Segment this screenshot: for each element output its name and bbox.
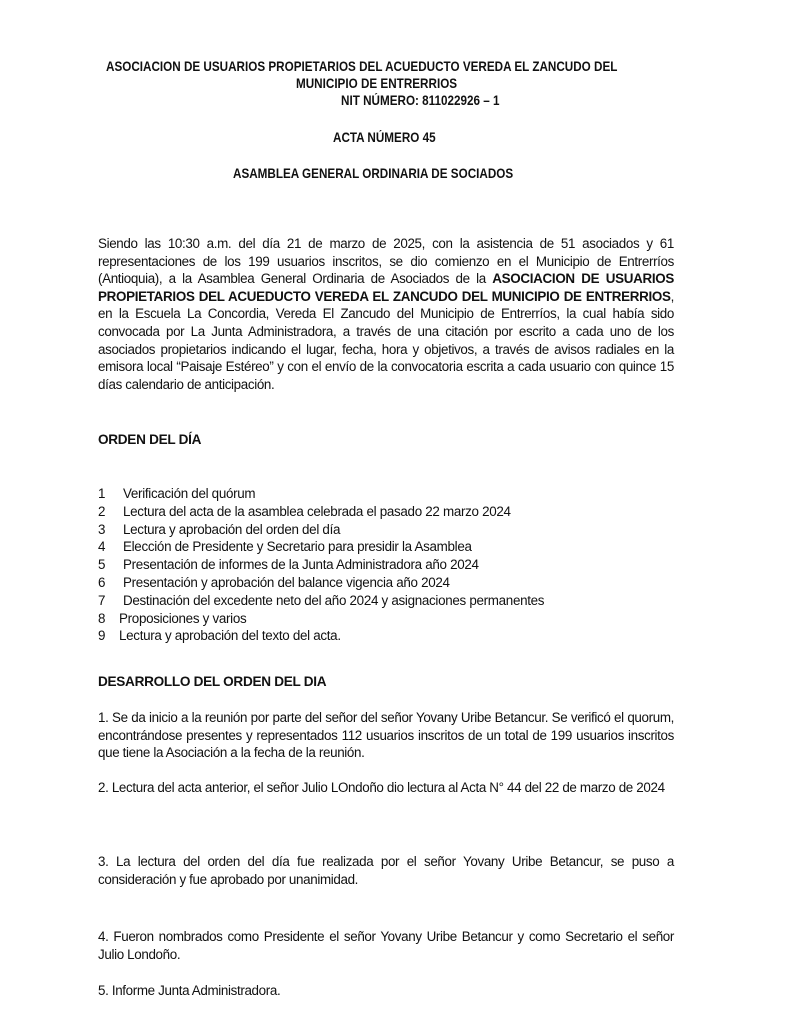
desarrollo-point-5-text: 5. Informe Junta Administradora.: [98, 983, 281, 998]
desarrollo-point-1: [98, 709, 674, 762]
desarrollo-point-3: [98, 853, 674, 888]
desarrollo-title: DESARROLLO DEL ORDEN DEL DIA: [98, 674, 327, 689]
list-item-text: Destinación del excedente neto del año 2024 y asignaciones permanentes: [123, 592, 545, 608]
desarrollo-point-4-text: 4. Fueron nombrados como Presidente el señor Yovany Uribe Betancur y como Secretario el señor Julio Londoño.: [98, 929, 674, 962]
header-nit: [341, 92, 525, 109]
assembly-title-text: ASAMBLEA GENERAL ORDINARIA DE SOCIADOS: [233, 166, 514, 181]
desarrollo-point-4: [98, 928, 674, 963]
list-item-number: 7: [98, 592, 106, 608]
list-item-text: Lectura y aprobación del texto del acta.: [119, 628, 341, 644]
acta-number-text: ACTA NÚMERO 45: [333, 130, 436, 145]
header-org-line2-text: MUNICIPIO DE ENTRERRIOS: [296, 76, 458, 91]
intro-text-part2: , en la Escuela La Concordia, Vereda El Zancudo del Municipio de Entrerríos, la cual había sido convocada por La Junta Administradora, a través de una citación por escrito a cada uno de los asociados propietarios indicando el lugar, fecha, hora y objetivos, a través de avisos radiales en la emisora local “Paisaje Estéreo” y con el envío de la convocatoria escrita a cada usuario con quince 15 días calendario de anticipación.: [98, 288, 674, 392]
list-item-number: 5: [98, 557, 106, 573]
list-item-text: Lectura y aprobación del orden del día: [123, 521, 341, 537]
desarrollo-point-5: [98, 982, 674, 1000]
assembly-title: [233, 165, 559, 182]
intro-paragraph: [98, 235, 674, 393]
list-item-text: Proposiciones y varios: [119, 610, 247, 626]
list-item-number: 2: [98, 503, 106, 519]
header-org-line1: [106, 58, 701, 75]
header-org-line2: [296, 75, 483, 92]
orden-del-dia-title: ORDEN DEL DÍA: [98, 432, 202, 447]
list-item-text: Lectura del acta de la asamblea celebrada el pasado 22 marzo 2024: [123, 503, 511, 519]
list-item-text: Elección de Presidente y Secretario para presidir la Asamblea: [123, 539, 472, 555]
desarrollo-point-3-text: 3. La lectura del orden del día fue realizada por el señor Yovany Uribe Betancur, se puso a consideración y fue aprobado por unanimidad.: [98, 854, 674, 887]
list-item-text: Verificación del quórum: [123, 486, 256, 501]
list-item-number: 8: [98, 610, 106, 626]
intro-org-name-bold: ASOCIACION DE USUARIOS PROPIETARIOS DEL ACUEDUCTO VEREDA EL ZANCUDO DEL MUNICIPIO DE ENTRERRIOS: [98, 271, 674, 304]
header-nit-text: NIT NÚMERO: 811022926 – 1: [341, 93, 500, 108]
header-org-line1-text: ASOCIACION DE USUARIOS PROPIETARIOS DEL ACUEDUCTO VEREDA EL ZANCUDO DEL: [106, 59, 618, 74]
list-item-number: 1: [98, 486, 106, 501]
desarrollo-heading: [98, 674, 326, 689]
list-item-number: 3: [98, 521, 106, 537]
list-item-text: Presentación de informes de la Junta Administradora año 2024: [123, 557, 479, 573]
list-item-number: 6: [98, 574, 106, 590]
list-item-number: 4: [98, 539, 106, 555]
desarrollo-point-2: [98, 779, 674, 797]
desarrollo-point-1-text: 1. Se da inicio a la reunión por parte del señor del señor Yovany Uribe Betancur. Se verificó el quorum, encontrándose presentes y representados 112 usuarios inscritos de un total de 199 usuarios inscritos que tiene la Asociación a la fecha de la reunión.: [98, 710, 674, 761]
list-item-text: Presentación y aprobación del balance vigencia año 2024: [123, 574, 450, 590]
list-item-number: 9: [98, 628, 106, 644]
intro-text-part1: Siendo las 10:30 a.m. del día 21 de marzo de 2025, con la asistencia de 51 asociados y 61 representaciones de los 199 usuarios inscritos, se dio comienzo en el Municipio de Entrerríos (Antioquia), a la Asamblea General Ordinaria de Asociados de la: [98, 236, 674, 287]
acta-number: [333, 129, 452, 146]
orden-del-dia-heading: [98, 432, 201, 447]
desarrollo-point-2-text: 2. Lectura del acta anterior, el señor Julio LOndoño dio lectura al Acta N° 44 del 22 de marzo de 2024: [98, 780, 665, 795]
